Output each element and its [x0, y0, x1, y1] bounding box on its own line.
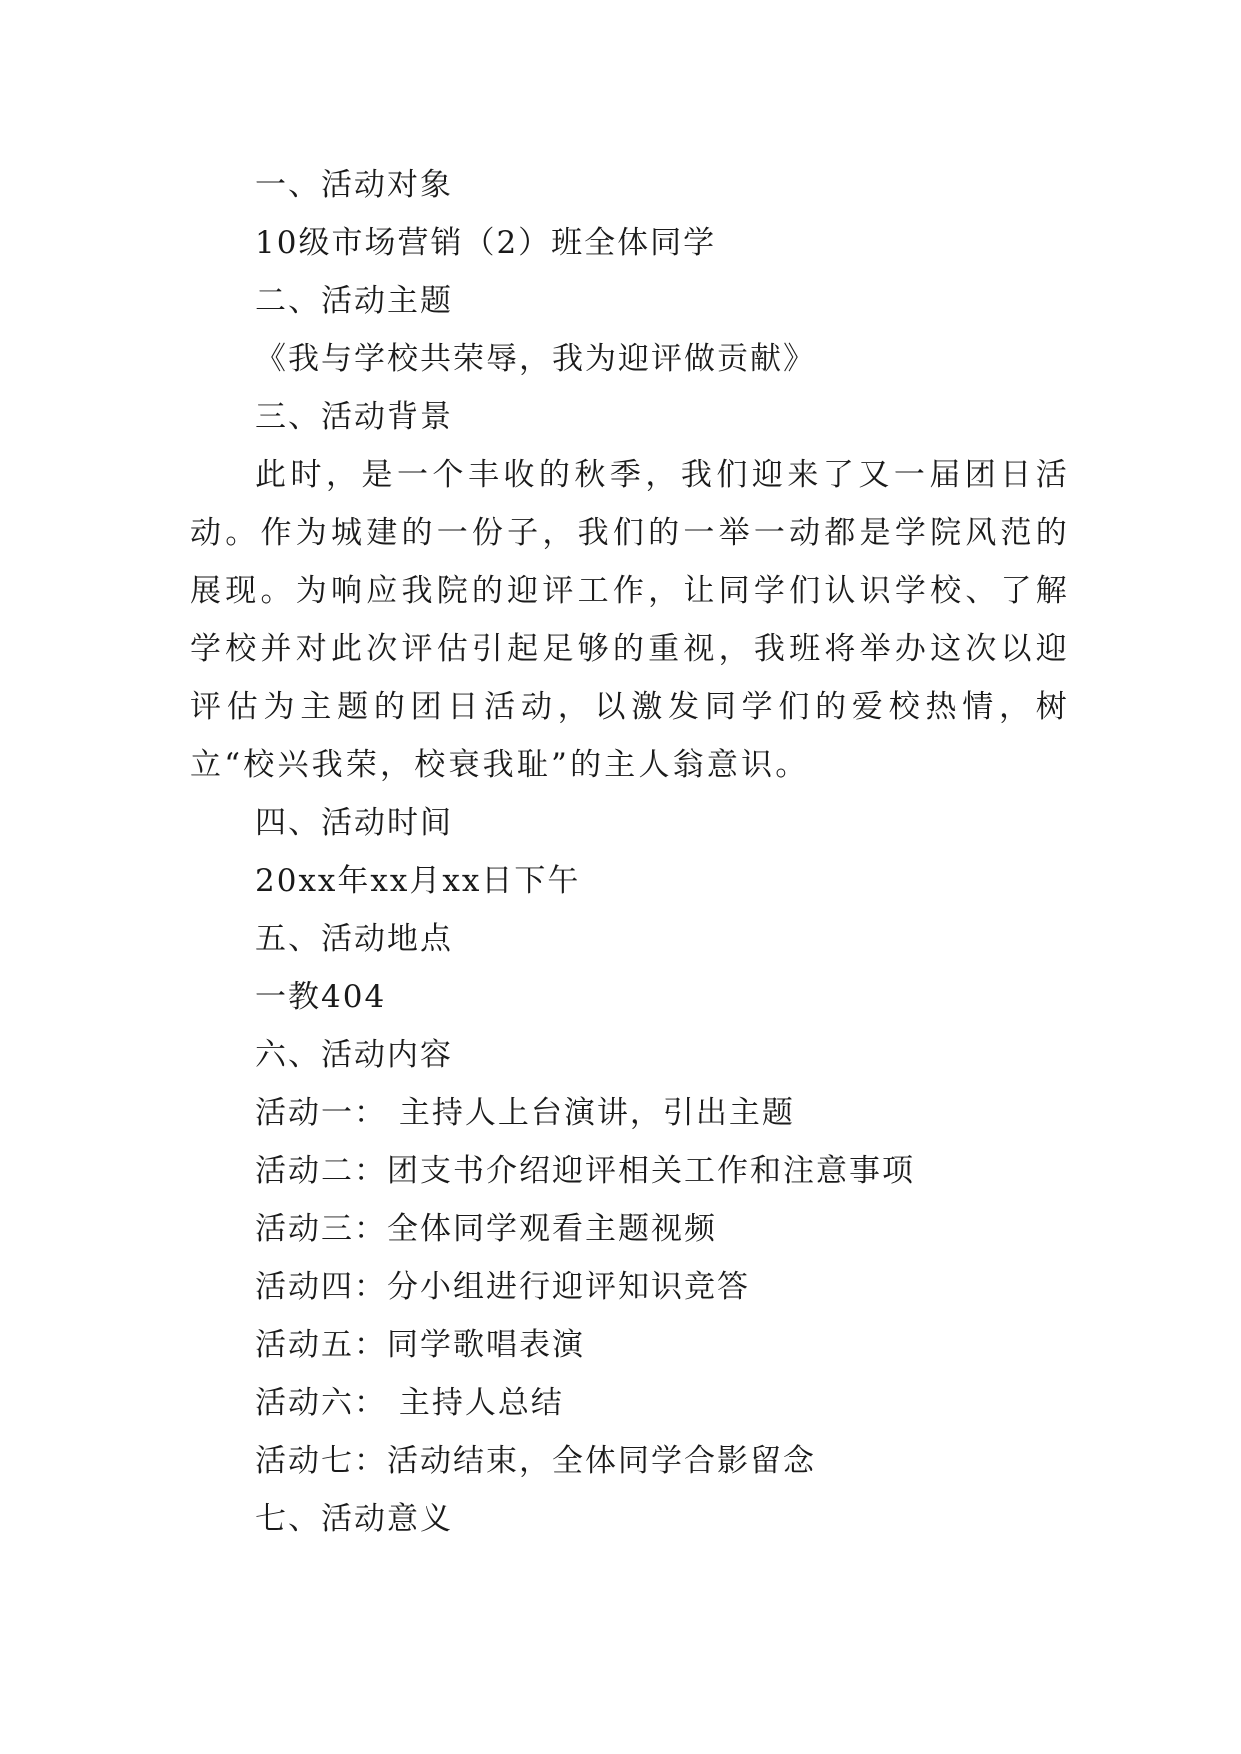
activity-item-3: 活动三：全体同学观看主题视频 — [255, 1211, 717, 1247]
activity-item-4: 活动四：分小组进行迎评知识竞答 — [255, 1269, 750, 1305]
activity-item-7: 活动七：活动结束，全体同学合影留念 — [255, 1443, 816, 1479]
heading-activity-time: 四、活动时间 — [255, 805, 453, 841]
document-body — [190, 156, 1070, 1548]
activity-theme-text: 《我与学校共荣辱，我为迎评做贡献》 — [255, 341, 816, 377]
heading-activity-target: 一、活动对象 — [255, 167, 453, 203]
activity-item-1: 活动一： 主持人上台演讲，引出主题 — [255, 1095, 795, 1131]
activity-time-text: 20xx年xx月xx日下午 — [255, 863, 581, 899]
heading-activity-location: 五、活动地点 — [255, 921, 453, 957]
activity-item-5: 活动五：同学歌唱表演 — [255, 1327, 585, 1363]
activity-location-text: 一教404 — [255, 979, 387, 1015]
heading-activity-content: 六、活动内容 — [255, 1037, 453, 1073]
heading-activity-background: 三、活动背景 — [255, 399, 453, 435]
heading-activity-theme: 二、活动主题 — [255, 283, 453, 319]
background-paragraph: 此时，是一个丰收的秋季，我们迎来了又一届团日活动。作为城建的一份子，我们的一举一动都是学院风范的展现。为响应我院的迎评工作，让同学们认识学校、了解学校并对此次评估引起足够的重视，我班将举办这次以迎评估为主题的团日活动，以激发同学们的爱校热情，树立“校兴我荣，校衰我耻”的主人翁意识。 — [190, 457, 1070, 783]
activity-item-6: 活动六： 主持人总结 — [255, 1385, 564, 1421]
activity-target-text: 10级市场营销（2）班全体同学 — [255, 225, 717, 261]
heading-activity-significance: 七、活动意义 — [255, 1501, 453, 1537]
activity-item-2: 活动二：团支书介绍迎评相关工作和注意事项 — [255, 1153, 915, 1189]
